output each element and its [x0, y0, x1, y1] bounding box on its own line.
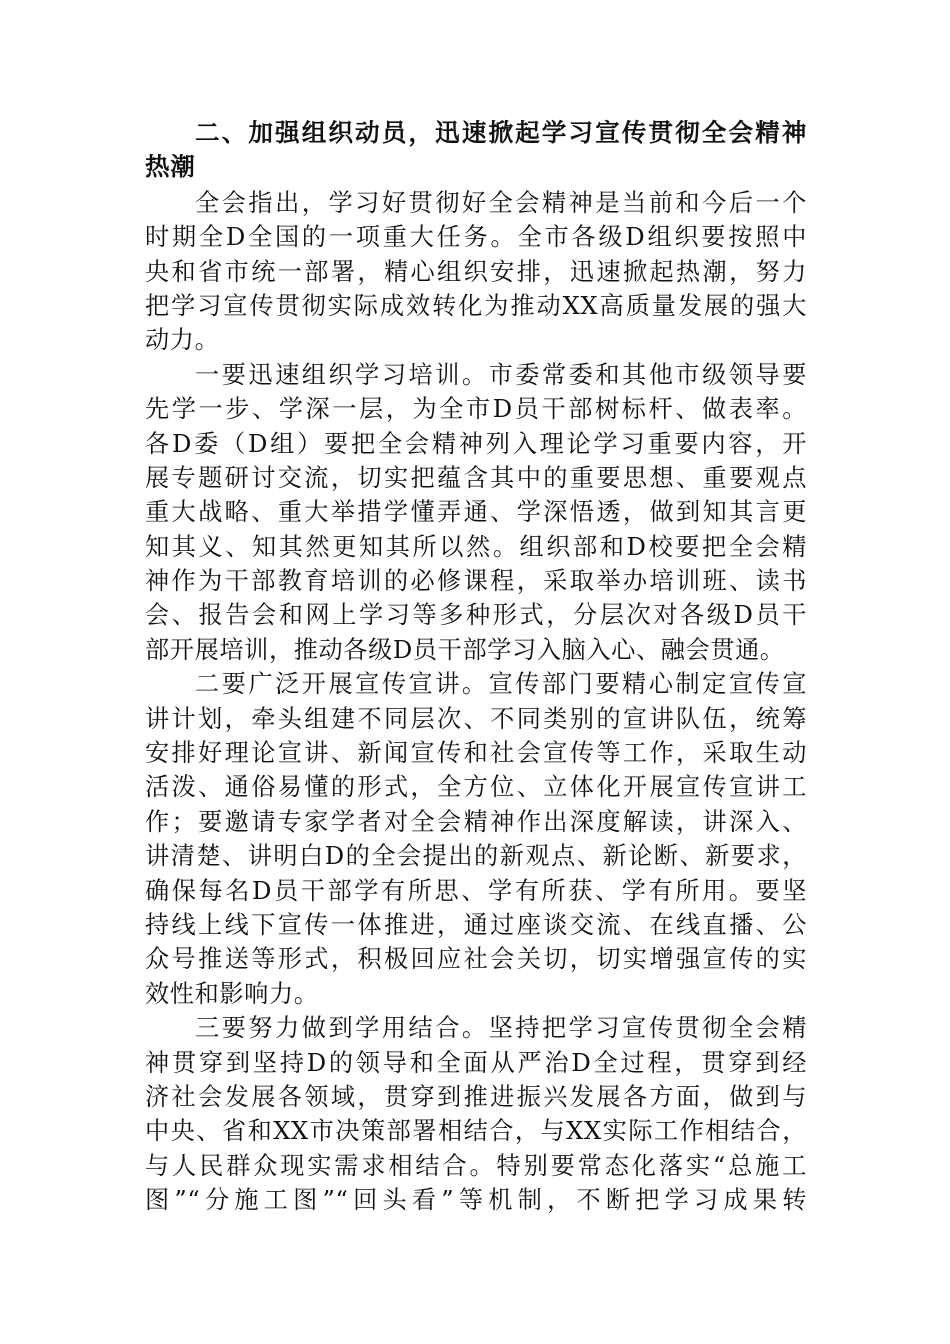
section-heading	[145, 116, 807, 185]
body-paragraph	[145, 186, 807, 358]
paragraph-line: 效性和影响力。	[145, 979, 319, 1008]
paragraph-line: 与人民群众现实需求相结合。特别要常态化落实“总施工	[145, 1151, 807, 1180]
paragraph-line: 时期全D全国的一项重大任务。全市各级D组织要按照中	[145, 223, 807, 252]
heading-line: 热潮	[145, 152, 196, 182]
paragraph-line: 重大战略、重大举措学懂弄通、学深悟透，做到知其言更	[145, 498, 807, 527]
document-body	[145, 116, 807, 1218]
paragraph-line: 一要迅速组织学习培训。市委常委和其他市级领导要	[195, 360, 807, 389]
paragraph-line: 央和省市统一部署，精心组织安排，迅速掀起热潮，努力	[145, 257, 807, 286]
paragraph-line: 讲计划，牵头组建不同层次、不同类别的宣讲队伍，统筹	[145, 704, 807, 733]
paragraph-line: 济社会发展各领域，贯穿到推进振兴发展各方面，做到与	[145, 1082, 807, 1111]
paragraph-line: 展专题研讨交流，切实把蕴含其中的重要思想、重要观点	[145, 463, 807, 492]
heading-line: 二、加强组织动员，迅速掀起学习宣传贯彻全会精神	[195, 118, 807, 147]
paragraph-line: 会、报告会和网上学习等多种形式，分层次对各级D员干	[145, 601, 807, 630]
body-paragraph	[145, 667, 807, 1011]
body-paragraph	[145, 358, 807, 668]
paragraph-line: 活泼、通俗易懂的形式，全方位、立体化开展宣传宣讲工	[145, 773, 807, 802]
paragraph-line: 动力。	[145, 326, 220, 355]
paragraph-line: 神贯穿到坚持D的领导和全面从严治D全过程，贯穿到经	[145, 1048, 807, 1077]
paragraph-line: 众号推送等形式，积极回应社会关切，切实增强宣传的实	[145, 945, 807, 974]
paragraph-line: 中央、省和XX市决策部署相结合，与XX实际工作相结合，	[145, 1117, 807, 1146]
paragraph-line: 讲清楚、讲明白D的全会提出的新观点、新论断、新要求，	[145, 842, 807, 871]
paragraph-line: 把学习宣传贯彻实际成效转化为推动XX高质量发展的强大	[145, 291, 807, 320]
paragraph-line: 安排好理论宣讲、新闻宣传和社会宣传等工作，采取生动	[145, 739, 807, 768]
paragraph-line: 三要努力做到学用结合。坚持把学习宣传贯彻全会精	[195, 1014, 807, 1043]
paragraph-line: 图”“分施工图”“回头看”等机制，不断把学习成果转	[145, 1186, 807, 1215]
paragraph-line: 作；要邀请专家学者对全会精神作出深度解读，讲深入、	[145, 807, 807, 836]
paragraph-line: 持线上线下宣传一体推进，通过座谈交流、在线直播、公	[145, 910, 807, 939]
paragraph-list	[145, 186, 807, 1218]
paragraph-line: 全会指出，学习好贯彻好全会精神是当前和今后一个	[195, 188, 807, 217]
paragraph-line: 神作为干部教育培训的必修课程，采取举办培训班、读书	[145, 567, 807, 596]
paragraph-line: 先学一步、学深一层，为全市D员干部树标杆、做表率。	[145, 395, 807, 424]
paragraph-line: 知其义、知其然更知其所以然。组织部和D校要把全会精	[145, 532, 807, 561]
paragraph-line: 部开展培训，推动各级D员干部学习入脑入心、融会贯通。	[145, 635, 785, 664]
paragraph-line: 确保每名D员干部学有所思、学有所获、学有所用。要坚	[145, 876, 807, 905]
paragraph-line: 二要广泛开展宣传宣讲。宣传部门要精心制定宣传宣	[195, 670, 807, 699]
body-paragraph	[145, 1011, 807, 1217]
paragraph-line: 各D委（D组）要把全会精神列入理论学习重要内容，开	[145, 429, 807, 458]
